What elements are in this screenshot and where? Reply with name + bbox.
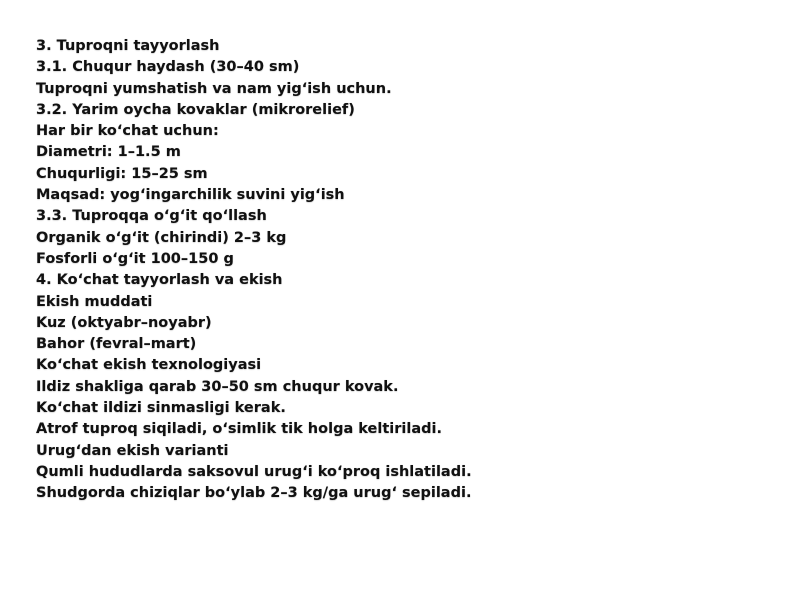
text-line: Fosforli o‘g‘it 100–150 g xyxy=(36,250,234,267)
subheading-deep-plowing: 3.1. Chuqur haydash (30–40 sm) xyxy=(36,59,300,76)
heading-soil-preparation: 3. Tuproqni tayyorlash xyxy=(36,38,220,54)
text-line: Qumli hududlarda saksovul urug‘i ko‘proq ishlatiladi. xyxy=(36,463,472,480)
text-line: Maqsad: yog‘ingarchilik suvini yig‘ish xyxy=(36,187,345,204)
text-line: Ko‘chat ekish texnologiyasi xyxy=(36,357,262,374)
heading-seedling-planting: 4. Ko‘chat tayyorlash va ekish xyxy=(36,272,283,289)
text-line: Diametri: 1–1.5 m xyxy=(36,144,181,161)
text-line: Kuz (oktyabr–noyabr) xyxy=(36,314,212,331)
text-line: Ko‘chat ildizi sinmasligi kerak. xyxy=(36,400,286,417)
text-line: Atrof tuproq siqiladi, o‘simlik tik holga keltiriladi. xyxy=(36,421,442,438)
text-line: Ekish muddati xyxy=(36,293,153,310)
text-line: Organik o‘g‘it (chirindi) 2–3 kg xyxy=(36,229,287,246)
text-line: Har bir ko‘chat uchun: xyxy=(36,123,219,140)
subheading-half-moon-pits: 3.2. Yarim oycha kovaklar (mikrorelief) xyxy=(36,101,355,118)
text-line: Ildiz shakliga qarab 30–50 sm chuqur kovak. xyxy=(36,378,399,395)
subheading-fertilizer: 3.3. Tuproqqa o‘g‘it qo‘llash xyxy=(36,208,267,225)
text-line: Urug‘dan ekish varianti xyxy=(36,442,229,459)
text-line: Shudgorda chiziqlar bo‘ylab 2–3 kg/ga urug‘ sepiladi. xyxy=(36,485,472,502)
text-line: Tuproqni yumshatish va nam yig‘ish uchun. xyxy=(36,80,392,97)
text-line: Bahor (fevral–mart) xyxy=(36,336,197,353)
text-line: Chuqurligi: 15–25 sm xyxy=(36,165,208,182)
document-body xyxy=(36,36,776,505)
